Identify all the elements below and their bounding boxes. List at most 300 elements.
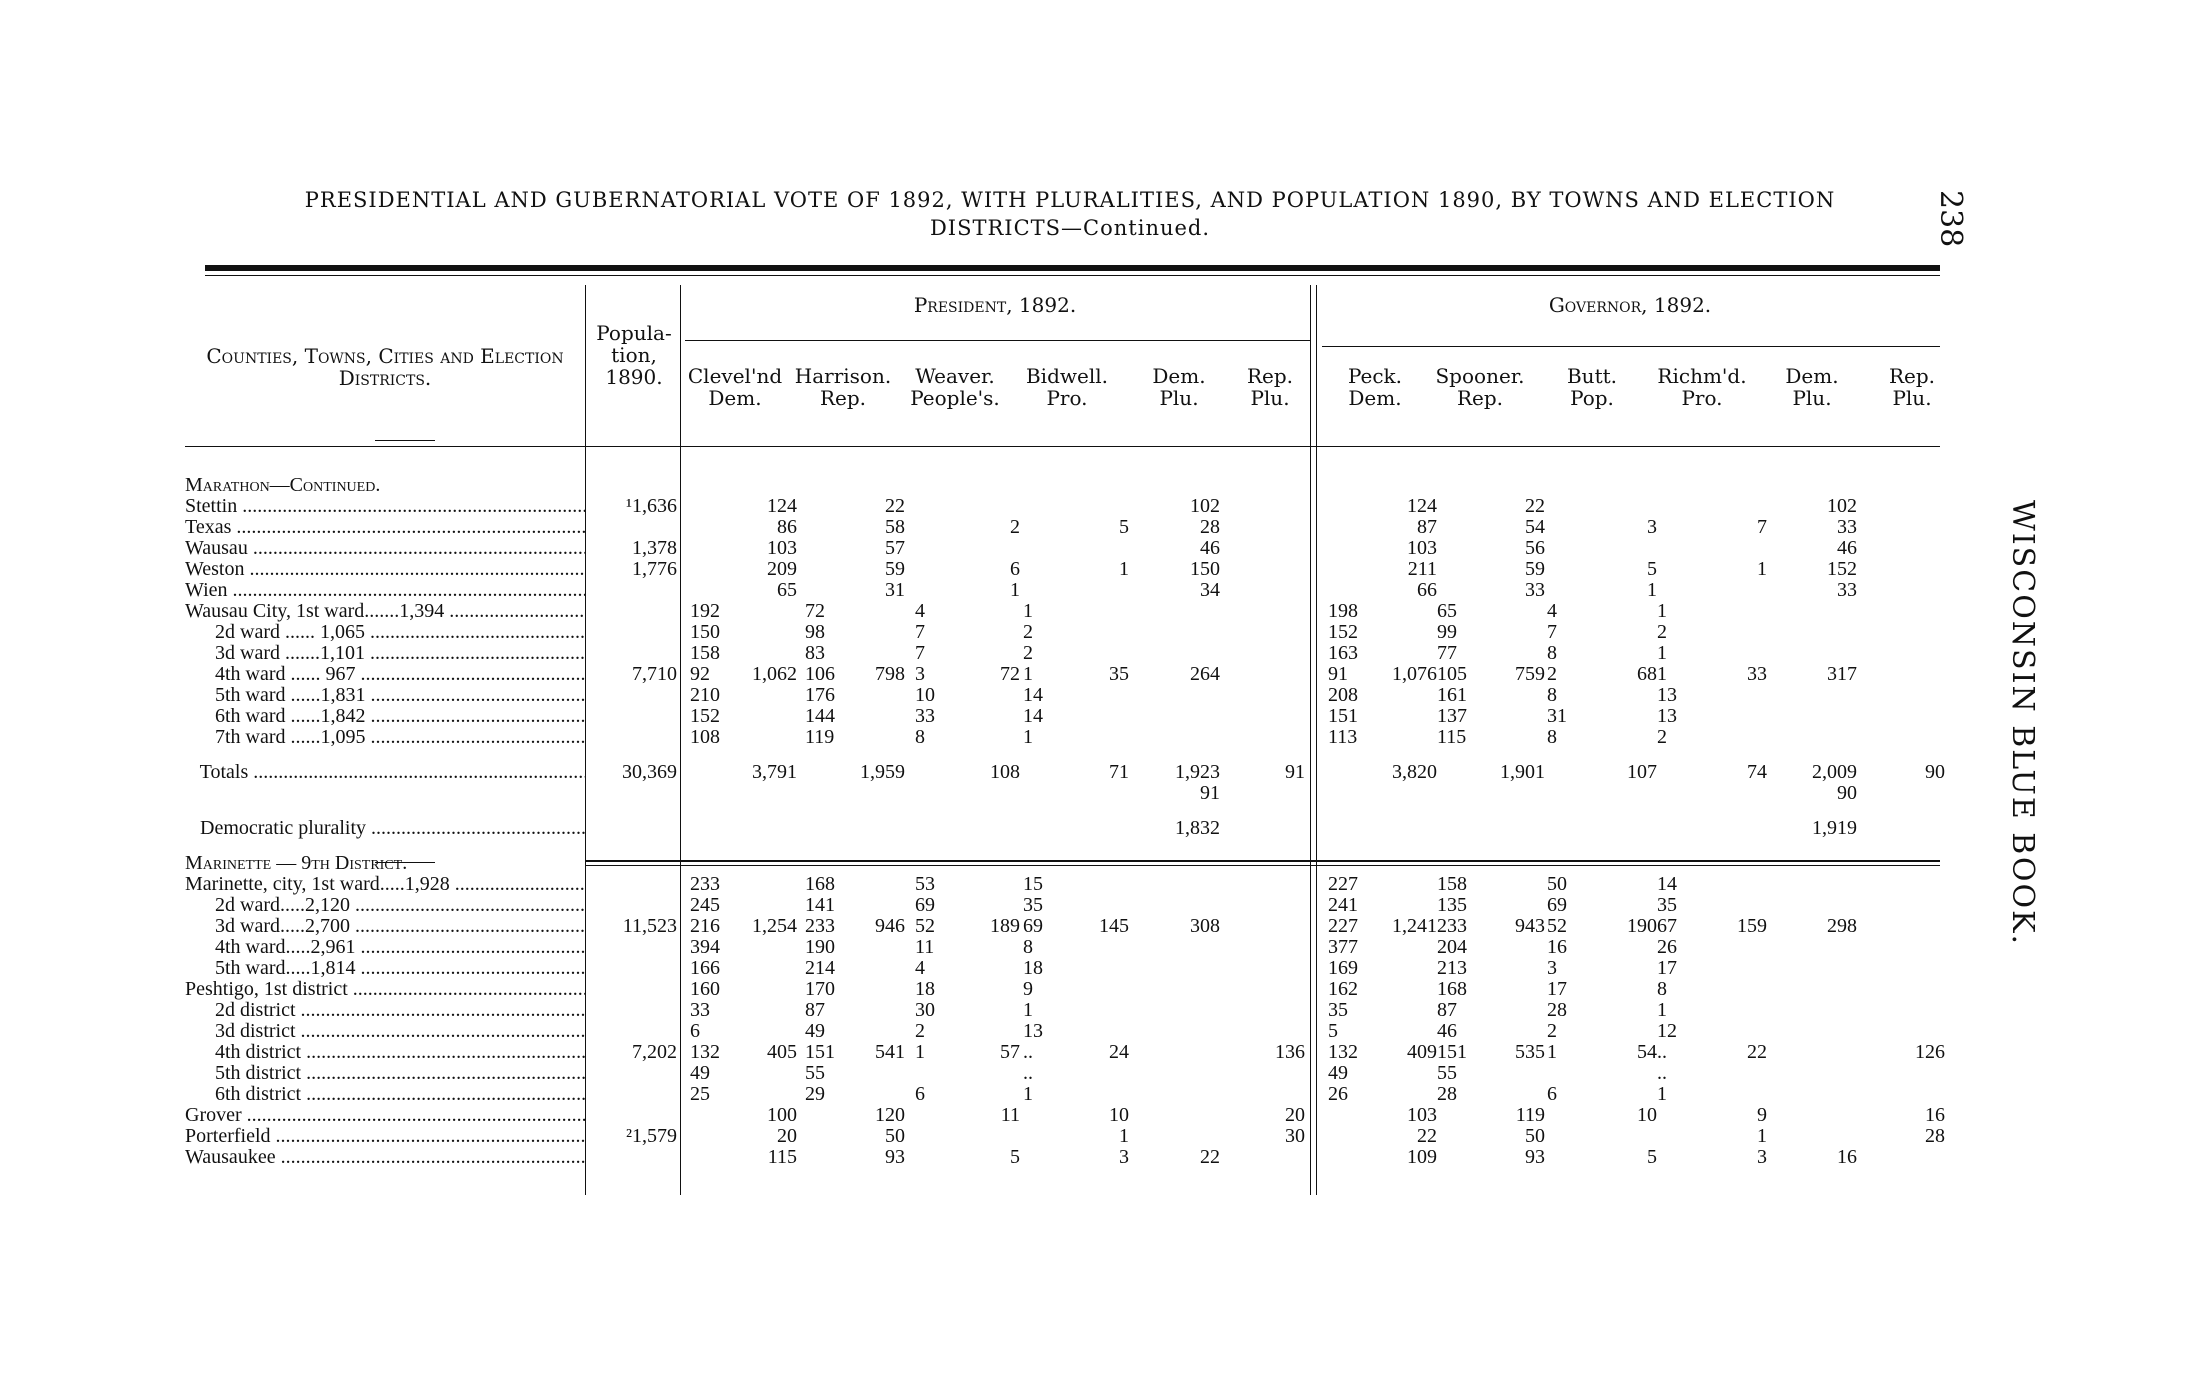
sub-value-cell: 46 — [1437, 1020, 1457, 1042]
sub-value-cell: 150 — [690, 621, 720, 643]
value-cell: 5 — [1647, 1146, 1657, 1168]
sub-value-cell: 30 — [915, 999, 935, 1021]
sub-value-cell: 119 — [805, 726, 835, 748]
sub-value-cell: 7 — [1547, 621, 1557, 643]
value-cell: 90 — [1925, 761, 1945, 783]
value-cell: 34 — [1200, 579, 1220, 601]
value-cell: 298 — [1827, 915, 1857, 937]
sub-value-cell: 163 — [1328, 642, 1358, 664]
value-cell: 5 — [1647, 558, 1657, 580]
president-col-header-line: Rep. — [1246, 364, 1294, 388]
sub-value-cell: 152 — [1328, 621, 1358, 643]
population-header-l2: tion, — [611, 343, 657, 367]
sub-value-cell: 55 — [805, 1062, 825, 1084]
value-cell: 211 — [1407, 558, 1437, 580]
sub-value-cell: .. — [1657, 1041, 1667, 1063]
sub-value-cell: 158 — [690, 642, 720, 664]
title-line-1: PRESIDENTIAL AND GUBERNATORIAL VOTE OF 1892, WITH PLURALITIES, AND POPULATION 1890, BY TOWNS AND ELECTION — [304, 188, 1836, 212]
value-cell: 50 — [1525, 1125, 1545, 1147]
sub-value-cell: 214 — [805, 957, 835, 979]
sub-value-cell: 162 — [1328, 978, 1358, 1000]
sub-value-cell: 9 — [1023, 978, 1033, 1000]
sub-value-cell: 1 — [1657, 999, 1667, 1021]
value-cell: 103 — [767, 537, 797, 559]
sub-value-cell: 115 — [1437, 726, 1467, 748]
sub-value-cell: 151 — [1437, 1041, 1467, 1063]
value-cell: 1,923 — [1175, 761, 1220, 783]
value-cell: 2,009 — [1812, 761, 1857, 783]
row-label: 2d district ..... — [185, 1000, 585, 1021]
governor-col-header-line: Richm'd. — [1657, 364, 1747, 388]
row-label: Stettin ..... — [185, 496, 585, 517]
page-number: 238 — [1933, 190, 1968, 248]
president-col-header-line: People's. — [910, 386, 1000, 410]
sub-value-cell: 241 — [1328, 894, 1358, 916]
sub-value-cell: 216 — [690, 915, 720, 937]
sub-value-cell: 18 — [1023, 957, 1043, 979]
value-cell: 124 — [767, 495, 797, 517]
row-label: 2d ward ...... 1,065 ..... — [185, 622, 585, 643]
value-cell: 7 — [1757, 516, 1767, 538]
sub-value-cell: 65 — [1437, 600, 1457, 622]
row-label: 4th ward.....2,961 ..... — [185, 937, 585, 958]
president-col-header — [1129, 365, 1229, 409]
sub-value-cell: 377 — [1328, 936, 1358, 958]
value-cell: 405 — [767, 1041, 797, 1063]
governor-col-header-line: Dem. — [1785, 364, 1839, 388]
value-cell: 107 — [1627, 761, 1657, 783]
value-cell: 150 — [1190, 558, 1220, 580]
value-cell: 33 — [1525, 579, 1545, 601]
sub-value-cell: 1 — [1023, 726, 1033, 748]
sub-value-cell: 144 — [805, 705, 835, 727]
sub-value-cell: 233 — [690, 873, 720, 895]
sub-value-cell: 55 — [1437, 1062, 1457, 1084]
value-cell: 57 — [1000, 1041, 1020, 1063]
sub-value-cell: 233 — [805, 915, 835, 937]
sub-value-cell: 132 — [1328, 1041, 1358, 1063]
value-cell: 65 — [777, 579, 797, 601]
sub-value-cell: 166 — [690, 957, 720, 979]
sub-value-cell: 6 — [1547, 1083, 1557, 1105]
value-cell: 56 — [1525, 537, 1545, 559]
value-cell: 103 — [1407, 1104, 1437, 1126]
president-col-header-line: Rep. — [819, 386, 867, 410]
sub-value-cell: 13 — [1657, 684, 1677, 706]
president-col-header-line: Pro. — [1046, 386, 1088, 410]
gov-rule — [1322, 346, 1940, 347]
row-label: 3d ward .......1,101 ..... — [185, 643, 585, 664]
sub-value-cell: 135 — [1437, 894, 1467, 916]
sub-value-cell: 52 — [1547, 915, 1567, 937]
value-cell: 6 — [1010, 558, 1020, 580]
sub-value-cell: 25 — [690, 1083, 710, 1105]
sub-value-cell: 168 — [1437, 978, 1467, 1000]
value-cell: 3 — [1647, 516, 1657, 538]
sub-value-cell: 170 — [805, 978, 835, 1000]
population-cell: ¹1,636 — [626, 495, 677, 517]
population-header-l1: Popula- — [596, 321, 672, 345]
value-cell: 58 — [885, 516, 905, 538]
sub-value-cell: 98 — [805, 621, 825, 643]
sub-value-cell: 105 — [1437, 663, 1467, 685]
running-head: WISCONSIN BLUE BOOK. — [2005, 500, 2040, 947]
value-cell: 1 — [1119, 1125, 1129, 1147]
sub-value-cell: 69 — [1547, 894, 1567, 916]
sub-value-cell: 14 — [1023, 684, 1043, 706]
value-cell: 159 — [1737, 915, 1767, 937]
sub-value-cell: 8 — [1657, 978, 1667, 1000]
value-cell: 46 — [1837, 537, 1857, 559]
sub-value-cell: 35 — [1328, 999, 1348, 1021]
governor-col-header-line: Plu. — [1792, 386, 1832, 410]
value-cell: 33 — [1747, 663, 1767, 685]
sub-value-cell: 1 — [1547, 1041, 1557, 1063]
top-rule — [205, 265, 1940, 271]
sub-value-cell: 91 — [1328, 663, 1348, 685]
sub-value-cell: 227 — [1328, 915, 1358, 937]
value-cell: 72 — [1000, 663, 1020, 685]
row-label: Grover ..... — [185, 1105, 585, 1126]
sub-value-cell: 26 — [1657, 936, 1677, 958]
value-cell: 1,254 — [752, 915, 797, 937]
sub-value-cell: 49 — [690, 1062, 710, 1084]
sub-value-cell: .. — [1023, 1041, 1033, 1063]
value-cell: 119 — [1515, 1104, 1545, 1126]
row-label: 6th district ..... — [185, 1084, 585, 1105]
sub-value-cell: 4 — [1547, 600, 1557, 622]
sub-value-cell: 14 — [1023, 705, 1043, 727]
value-cell: 91 — [1200, 782, 1220, 804]
row-label: Weston ..... — [185, 559, 585, 580]
value-cell: 10 — [1637, 1104, 1657, 1126]
president-col-header — [1017, 365, 1117, 409]
value-cell: 1 — [1010, 579, 1020, 601]
sub-value-cell: 141 — [805, 894, 835, 916]
value-cell: 16 — [1925, 1104, 1945, 1126]
value-cell: 1,919 — [1812, 817, 1857, 839]
population-cell: 1,378 — [632, 537, 677, 559]
value-cell: 317 — [1827, 663, 1857, 685]
sub-value-cell: 29 — [805, 1083, 825, 1105]
sub-value-cell: 69 — [915, 894, 935, 916]
sub-value-cell: 108 — [690, 726, 720, 748]
value-cell: 35 — [1109, 663, 1129, 685]
sub-value-cell: 2 — [1023, 621, 1033, 643]
value-cell: 3,820 — [1392, 761, 1437, 783]
sub-value-cell: 15 — [1023, 873, 1043, 895]
counties-header: Counties, Towns, Cities and Election Districts. — [206, 344, 564, 390]
value-cell: 11 — [1000, 1104, 1020, 1126]
value-cell: 190 — [1627, 915, 1657, 937]
value-cell: 22 — [1747, 1041, 1767, 1063]
sub-value-cell: 8 — [915, 726, 925, 748]
sub-value-cell: 6 — [915, 1083, 925, 1105]
value-cell: 3 — [1757, 1146, 1767, 1168]
governor-col-header-line: Butt. — [1566, 364, 1617, 388]
value-cell: 209 — [767, 558, 797, 580]
sub-value-cell: 2 — [915, 1020, 925, 1042]
sub-value-cell: 160 — [690, 978, 720, 1000]
sub-value-cell: 26 — [1328, 1083, 1348, 1105]
population-header — [590, 322, 678, 388]
governor-col-header-line: Spooner. — [1435, 364, 1525, 388]
value-cell: 54 — [1637, 1041, 1657, 1063]
value-cell: 1 — [1119, 558, 1129, 580]
sub-value-cell: 213 — [1437, 957, 1467, 979]
row-label: Democratic plurality ..... — [185, 818, 585, 839]
sub-value-cell: 132 — [690, 1041, 720, 1063]
sub-value-cell: 176 — [805, 684, 835, 706]
sub-value-cell: 4 — [915, 600, 925, 622]
sub-value-cell: .. — [1023, 1062, 1033, 1084]
value-cell: 20 — [1285, 1104, 1305, 1126]
value-cell: 1 — [1757, 1125, 1767, 1147]
value-cell: 798 — [875, 663, 905, 685]
value-cell: 120 — [875, 1104, 905, 1126]
governor-col-header-line: Peck. — [1347, 364, 1403, 388]
row-label: 3d district ..... — [185, 1021, 585, 1042]
totals-rule — [585, 860, 1940, 863]
sub-value-cell: 11 — [915, 936, 935, 958]
value-cell: 71 — [1109, 761, 1129, 783]
president-col-header-line: Dem. — [708, 386, 762, 410]
value-cell: 136 — [1275, 1041, 1305, 1063]
value-cell: 30 — [1285, 1125, 1305, 1147]
value-cell: 103 — [1407, 537, 1437, 559]
value-cell: 74 — [1747, 761, 1767, 783]
row-label: 5th ward.....1,814 ..... — [185, 958, 585, 979]
row-label: 4th district ..... — [185, 1042, 585, 1063]
value-cell: 264 — [1190, 663, 1220, 685]
sub-value-cell: 208 — [1328, 684, 1358, 706]
title-line-2: DISTRICTS—Continued. — [929, 216, 1211, 240]
president-col-header-line: Clevel'nd — [687, 364, 783, 388]
value-cell: 3,791 — [752, 761, 797, 783]
page-title — [270, 186, 1870, 242]
sub-value-cell: 1 — [1023, 1083, 1033, 1105]
value-cell: 9 — [1757, 1104, 1767, 1126]
value-cell: 91 — [1285, 761, 1305, 783]
sub-value-cell: 394 — [690, 936, 720, 958]
value-cell: 87 — [1417, 516, 1437, 538]
value-cell: 20 — [777, 1125, 797, 1147]
president-col-header-line: Weaver. — [915, 364, 995, 388]
sub-value-cell: 137 — [1437, 705, 1467, 727]
president-col-header — [905, 365, 1005, 409]
pres-rule — [685, 340, 1310, 341]
value-cell: 152 — [1827, 558, 1857, 580]
rule-pres-a — [1310, 285, 1311, 1195]
sub-value-cell: 245 — [690, 894, 720, 916]
sub-value-cell: 8 — [1023, 936, 1033, 958]
value-cell: 59 — [1525, 558, 1545, 580]
value-cell: 2 — [1010, 516, 1020, 538]
governor-header: Governor, 1892. — [1548, 293, 1712, 317]
value-cell: 50 — [885, 1125, 905, 1147]
sub-value-cell: 1 — [1657, 642, 1667, 664]
population-cell: 7,202 — [632, 1041, 677, 1063]
top-rule-thin — [205, 275, 1940, 276]
value-cell: 100 — [767, 1104, 797, 1126]
sub-value-cell: 169 — [1328, 957, 1358, 979]
value-cell: 33 — [1837, 579, 1857, 601]
value-cell: 1,959 — [860, 761, 905, 783]
governor-col-header — [1542, 365, 1642, 409]
row-label: 5th ward ......1,831 ..... — [185, 685, 585, 706]
sub-value-cell: 28 — [1547, 999, 1567, 1021]
value-cell: 189 — [990, 915, 1020, 937]
president-col-header-line: Harrison. — [794, 364, 892, 388]
sub-value-cell: 1 — [1657, 1083, 1667, 1105]
sub-value-cell: 1 — [1023, 600, 1033, 622]
sub-value-cell: 2 — [1657, 726, 1667, 748]
sub-value-cell: 1 — [1023, 663, 1033, 685]
sub-value-cell: 99 — [1437, 621, 1457, 643]
row-label: 5th district ..... — [185, 1063, 585, 1084]
sub-value-cell: 69 — [1023, 915, 1043, 937]
value-cell: 1,076 — [1392, 663, 1437, 685]
value-cell: 1,901 — [1500, 761, 1545, 783]
sub-value-cell: 6 — [690, 1020, 700, 1042]
sub-value-cell: 4 — [915, 957, 925, 979]
value-cell: 102 — [1190, 495, 1220, 517]
header-mark — [375, 440, 435, 441]
value-cell: 145 — [1099, 915, 1129, 937]
sub-value-cell: 50 — [1547, 873, 1567, 895]
sub-value-cell: 210 — [690, 684, 720, 706]
sub-value-cell: 3 — [1547, 957, 1557, 979]
governor-col-header-line: Plu. — [1892, 386, 1932, 410]
sub-value-cell: 152 — [690, 705, 720, 727]
president-col-header — [685, 365, 785, 409]
president-col-header — [1220, 365, 1320, 409]
population-cell: 7,710 — [632, 663, 677, 685]
value-cell: 1 — [1647, 579, 1657, 601]
value-cell: 109 — [1407, 1146, 1437, 1168]
governor-col-header — [1430, 365, 1530, 409]
value-cell: 16 — [1837, 1146, 1857, 1168]
value-cell: 3 — [1119, 1146, 1129, 1168]
value-cell: 28 — [1925, 1125, 1945, 1147]
sub-value-cell: 168 — [805, 873, 835, 895]
governor-col-header — [1762, 365, 1862, 409]
sub-value-cell: 1 — [1023, 999, 1033, 1021]
population-header-l3: 1890. — [605, 365, 663, 389]
row-label: 2d ward.....2,120 ..... — [185, 895, 585, 916]
president-col-header-line: Bidwell. — [1025, 364, 1108, 388]
sub-value-cell: 14 — [1657, 873, 1677, 895]
sub-value-cell: .. — [1657, 1062, 1667, 1084]
sub-value-cell: 1 — [1657, 663, 1667, 685]
sub-value-cell: 87 — [805, 999, 825, 1021]
governor-col-header — [1652, 365, 1752, 409]
sub-value-cell: 67 — [1657, 915, 1677, 937]
sub-value-cell: 17 — [1547, 978, 1567, 1000]
sub-value-cell: 28 — [1437, 1083, 1457, 1105]
sub-value-cell: 161 — [1437, 684, 1467, 706]
sub-value-cell: 8 — [1547, 642, 1557, 664]
value-cell: 115 — [767, 1146, 797, 1168]
value-cell: 1,062 — [752, 663, 797, 685]
row-label: Wausaukee ..... — [185, 1147, 585, 1168]
row-label: 4th ward ...... 967 ..... — [185, 664, 585, 685]
totals-rule-thin — [585, 865, 1940, 866]
row-label: Wausau ..... — [185, 538, 585, 559]
sub-value-cell: 18 — [915, 978, 935, 1000]
sub-value-cell: 233 — [1437, 915, 1467, 937]
sub-value-cell: 2 — [1547, 1020, 1557, 1042]
value-cell: 126 — [1915, 1041, 1945, 1063]
value-cell: 22 — [1417, 1125, 1437, 1147]
sub-value-cell: 7 — [915, 642, 925, 664]
sub-value-cell: 190 — [805, 936, 835, 958]
sub-value-cell: 198 — [1328, 600, 1358, 622]
sub-value-cell: 35 — [1023, 894, 1043, 916]
sub-value-cell: 2 — [1023, 642, 1033, 664]
governor-col-header-line: Dem. — [1348, 386, 1402, 410]
rule-pres-b — [1316, 285, 1317, 1195]
sub-value-cell: 1 — [1657, 600, 1667, 622]
governor-col-header-line: Pro. — [1681, 386, 1723, 410]
population-cell: ²1,579 — [626, 1125, 677, 1147]
sub-value-cell: 87 — [1437, 999, 1457, 1021]
population-cell: 30,369 — [622, 761, 677, 783]
sub-value-cell: 7 — [915, 621, 925, 643]
value-cell: 66 — [1417, 579, 1437, 601]
row-label: Porterfield ..... — [185, 1126, 585, 1147]
sub-value-cell: 33 — [690, 999, 710, 1021]
sub-value-cell: 8 — [1547, 726, 1557, 748]
row-label: Wausau City, 1st ward.......1,394 ..... — [185, 601, 585, 622]
value-cell: 93 — [1525, 1146, 1545, 1168]
value-cell: 308 — [1190, 915, 1220, 937]
value-cell: 1 — [1757, 558, 1767, 580]
value-cell: 102 — [1827, 495, 1857, 517]
sub-value-cell: 83 — [805, 642, 825, 664]
value-cell: 57 — [885, 537, 905, 559]
sub-value-cell: 92 — [690, 663, 710, 685]
row-label: Marathon—Continued. — [185, 475, 381, 496]
rule-label — [585, 285, 586, 1195]
sub-value-cell: 13 — [1023, 1020, 1043, 1042]
president-header: President, 1892. — [913, 293, 1077, 317]
row-label: Wien ..... — [185, 580, 585, 601]
value-cell: 22 — [1525, 495, 1545, 517]
governor-col-header-line: Rep. — [1456, 386, 1504, 410]
row-label: Marinette, city, 1st ward.....1,928 ..... — [185, 874, 585, 895]
governor-col-header-line: Rep. — [1888, 364, 1936, 388]
sub-value-cell: 52 — [915, 915, 935, 937]
sub-value-cell: 12 — [1657, 1020, 1677, 1042]
value-cell: 33 — [1837, 516, 1857, 538]
value-cell: 24 — [1109, 1041, 1129, 1063]
row-label: Peshtigo, 1st district ..... — [185, 979, 585, 1000]
sub-value-cell: 77 — [1437, 642, 1457, 664]
sub-value-cell: 204 — [1437, 936, 1467, 958]
sub-value-cell: 3 — [915, 663, 925, 685]
population-cell: 1,776 — [632, 558, 677, 580]
value-cell: 759 — [1515, 663, 1545, 685]
president-col-header-line: Plu. — [1250, 386, 1290, 410]
row-label: 7th ward ......1,095 ..... — [185, 727, 585, 748]
sub-value-cell: 227 — [1328, 873, 1358, 895]
sub-value-cell: 113 — [1328, 726, 1358, 748]
sub-value-cell: 13 — [1657, 705, 1677, 727]
sub-value-cell: 17 — [1657, 957, 1677, 979]
rule-pop — [680, 285, 681, 1195]
value-cell: 10 — [1109, 1104, 1129, 1126]
